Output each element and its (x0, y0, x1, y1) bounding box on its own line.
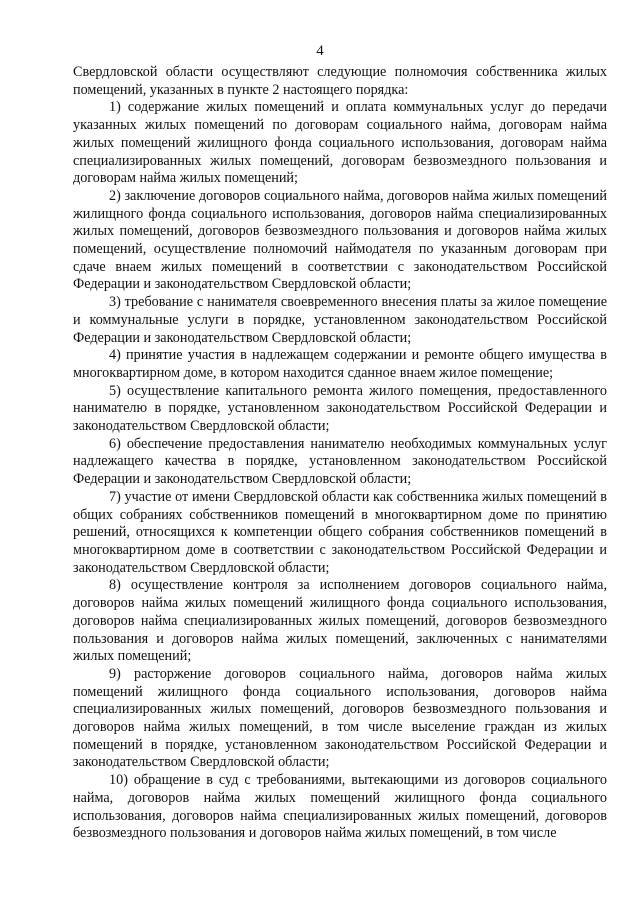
paragraph-item-4: 4) принятие участия в надлежащем содержании и ремонте общего имущества в многоквартирном доме, в котором находится сданное внаем жилое помещение; (73, 347, 607, 381)
paragraph-item-9: 9) расторжение договоров социального найма, договоров найма жилых помещений жилищного фонда социального использования, договоров найма специализированных жилых помещений, договоров безвозмездного пользования и договоров найма жилых помещений, в том числе выселение граждан из жилых помещений в порядке, установленном законодательством Российской Федерации и законодательством Свердловской области; (73, 665, 607, 771)
paragraph-item-6: 6) обеспечение предоставления нанимателю необходимых коммунальных услуг надлежащего качества в порядке, установленном законодательством Российской Федерации и законодательством Свердловской области; (73, 435, 607, 488)
paragraph-item-3: 3) требование с нанимателя своевременного внесения платы за жилое помещение и коммунальные услуги в порядке, установленном законодательством Российской Федерации и законодательством Свердловской области; (73, 294, 607, 346)
paragraph-item-8: 8) осуществление контроля за исполнением договоров социального найма, договоров найма жилых помещений жилищного фонда социального использования, договоров найма специализированных жилых помещений, договоров безвозмездного пользования и договоров найма жилых помещений, заключенных с нанимателями жилых помещений; (73, 577, 607, 665)
paragraph-item-2: 2) заключение договоров социального найма, договоров найма жилых помещений жилищного фонда социального использования, договоров найма специализированных жилых помещений, договоров безвозмездного пользования и договоров найма жилых помещений, осуществление полномочий наймодателя по указанным договорам при сдаче внаем жилых помещений в соответствии с законодательством Российской Федерации и законодательством Свердловской области; (73, 187, 607, 293)
paragraph-item-7: 7) участие от имени Свердловской области как собственника жилых помещений в общих собраниях собственников помещений в многоквартирном доме по принятию решений, относящихся к компетенции общего собрания собственников помещений в многоквартирном доме в соответствии с законодательством Российской Федерации и законодательством Свердловской области; (73, 488, 607, 576)
paragraph-item-5: 5) осуществление капитального ремонта жилого помещения, предоставленного нанимателю в порядке, установленном законодательством Российской Федерации и законодательством Свердловской области; (73, 382, 607, 435)
paragraph-intro: Свердловской области осуществляют следующие полномочия собственника жилых помещений, указанных в пункте 2 настоящего порядка: (73, 64, 607, 98)
paragraph-item-10: 10) обращение в суд с требованиями, вытекающими из договоров социального найма, договоров найма жилых помещений жилищного фонда социального использования, договоров найма специализированных жилых помещений, договоров безвозмездного пользования и договоров найма жилых помещений, в том числе (73, 772, 607, 842)
page-number: 4 (316, 43, 324, 59)
document-body (73, 64, 607, 843)
paragraph-item-1: 1) содержание жилых помещений и оплата коммунальных услуг до передачи указанных жилых помещений по договорам социального найма, договорам найма жилых помещений жилищного фонда социального использования, договорам найма специализированных жилых помещений, договорам безвозмездного пользования и договорам найма жилых помещений; (73, 99, 607, 187)
